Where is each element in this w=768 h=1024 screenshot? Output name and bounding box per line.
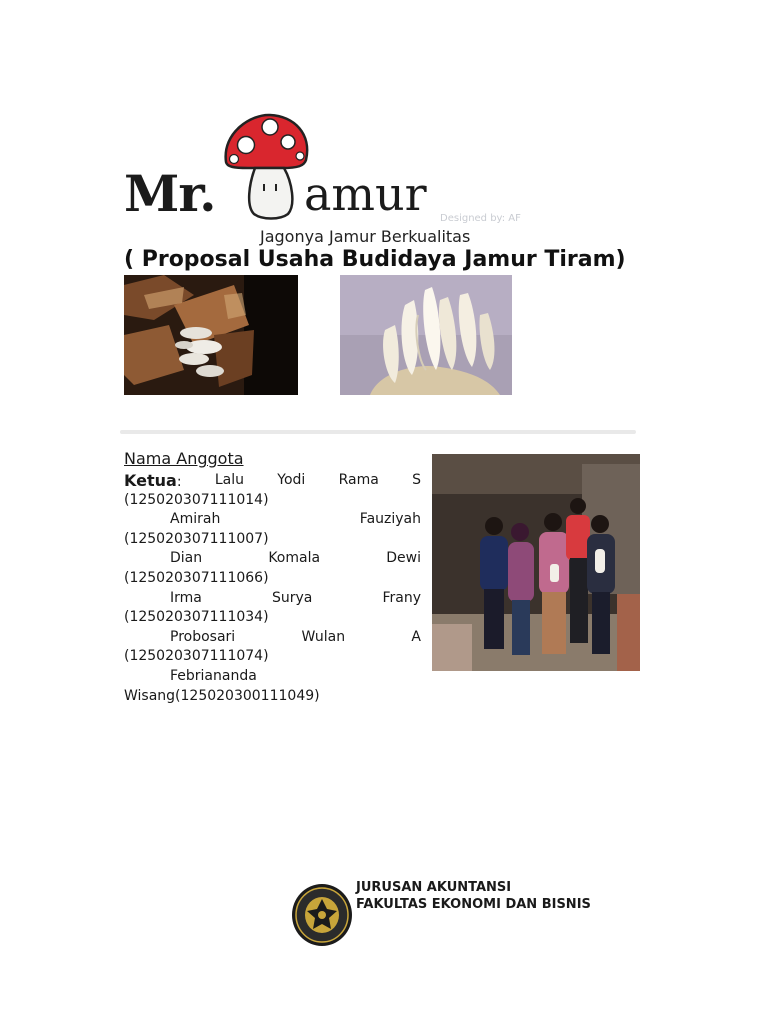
member-line: (125020307111007) xyxy=(124,530,269,547)
member-line xyxy=(124,667,421,687)
member-line xyxy=(124,589,421,609)
member-word: Rama xyxy=(338,472,379,488)
member-line xyxy=(124,628,421,648)
logo-text-amur: amur xyxy=(304,167,427,221)
logo-text-mr: Mr. xyxy=(124,164,216,223)
member-word: Surya xyxy=(271,589,313,606)
section-divider xyxy=(120,430,636,434)
member-word: Komala xyxy=(268,550,321,567)
member-word: S xyxy=(412,472,421,488)
member-word: A xyxy=(411,628,421,645)
university-seal-icon xyxy=(291,883,353,947)
mushroom-logo-icon xyxy=(222,112,312,220)
member-word: Probosari xyxy=(170,628,236,645)
oyster-mushroom-log-photo xyxy=(124,275,298,395)
member-word: Lalu xyxy=(214,472,244,488)
member-list xyxy=(124,471,421,706)
member-word: Dewi xyxy=(386,550,421,567)
department-block xyxy=(356,879,591,913)
designed-by-credit: Designed by: AF xyxy=(440,213,521,224)
member-word: Dian xyxy=(170,550,203,567)
member-line: (125020307111034) xyxy=(124,609,269,626)
member-word: Febriananda xyxy=(170,667,257,684)
white-oyster-cluster-photo xyxy=(340,275,512,395)
ketua-label: Ketua xyxy=(124,471,177,490)
faculty-name: FAKULTAS EKONOMI DAN BISNIS xyxy=(356,897,591,912)
member-word: Amirah xyxy=(170,511,221,528)
member-word: Wulan xyxy=(301,628,346,645)
department-name: JURUSAN AKUNTANSI xyxy=(356,880,512,895)
member-line: (125020307111014) xyxy=(124,491,269,508)
mr-jamur-logo xyxy=(124,112,436,222)
proposal-title: ( Proposal Usaha Budidaya Jamur Tiram) xyxy=(124,247,626,272)
member-word: Frany xyxy=(382,589,421,606)
member-word: Irma xyxy=(170,589,202,606)
member-line xyxy=(124,549,421,569)
member-line xyxy=(124,510,421,530)
team-group-photo xyxy=(432,454,640,671)
member-line: (125020307111066) xyxy=(124,569,269,586)
member-line: (125020307111074) xyxy=(124,648,269,665)
members-heading: Nama Anggota xyxy=(124,449,244,468)
tagline: Jagonya Jamur Berkualitas xyxy=(260,227,471,246)
member-line: Wisang(125020300111049) xyxy=(124,687,320,704)
member-line: Ketua: Lalu Yodi Rama S xyxy=(124,471,421,490)
member-word: Fauziyah xyxy=(359,511,421,528)
member-word: Yodi xyxy=(277,472,306,488)
